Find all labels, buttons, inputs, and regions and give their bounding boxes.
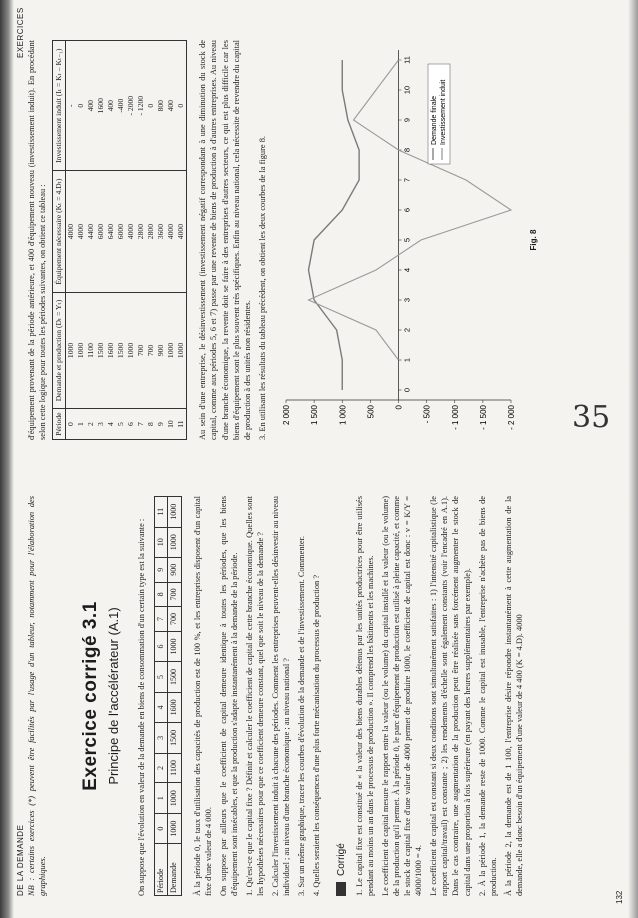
table-cell-period: 3 (154, 723, 168, 753)
x-tick-label: 2 (402, 327, 412, 333)
table-row (166, 41, 176, 440)
figure-caption: Fig. 8 (529, 229, 539, 251)
table-cell-demand: 1000 (168, 527, 182, 557)
table-cell: 4000 (66, 171, 77, 292)
table-cell: -400 (116, 41, 126, 171)
table-cell: - 2000 (126, 41, 136, 171)
exercise-title: Exercice corrigé 3.1 (80, 601, 102, 791)
table-cell: 4000 (176, 171, 187, 292)
scan-edge-top (0, 0, 14, 918)
table-cell: - (66, 41, 77, 171)
table-cell-demand: 1600 (168, 692, 182, 722)
right-intro: d'équipement provenant de la période antérieure, et 400 d'équipement nouveau (investissement induit). En procédant selon cette logique pour toutes les périodes suivantes, on obtient ce tableau : (27, 40, 48, 440)
x-tick-label: 9 (402, 117, 412, 123)
question-para: 1. Qu'est-ce que le capital fixe ? Définir et calculer le coefficient de capital de cette branche économique. Quelles sont les hypothèses nécessaires pour que ce coefficient demeure constant, quel que soit le niveau de la demande ? (244, 496, 266, 896)
table-cell: 1600 (96, 41, 106, 171)
table-cell: 2800 (146, 171, 156, 292)
table-cell-period: 0 (154, 813, 168, 843)
table-cell: 4 (106, 409, 116, 440)
accelerator-table (52, 40, 187, 440)
table-cell: 8 (146, 409, 156, 440)
legend-label: Demande finale (430, 95, 438, 145)
table-header-demand: Demande (168, 844, 182, 896)
col-header-investment: Investissement induit (Iₜ = Kₜ – Kₜ₋₁) (53, 41, 66, 171)
series-line-demand (308, 60, 359, 390)
table-cell-demand: 1100 (168, 753, 182, 783)
table-cell: 6 (126, 409, 136, 440)
table-cell: 700 (146, 292, 156, 408)
y-tick-label: 1 500 (310, 405, 320, 426)
y-tick-label: - 1 000 (450, 405, 460, 430)
table-cell: 10 (166, 409, 176, 440)
table-cell: - 1200 (136, 41, 146, 171)
table-cell: 6000 (116, 171, 126, 292)
page-number-left: 132 (615, 890, 624, 904)
table-cell-period: 1 (154, 783, 168, 813)
table-row (156, 41, 166, 440)
table-cell: 9 (156, 409, 166, 440)
y-tick-label: - 500 (422, 405, 432, 424)
table-cell: 4400 (86, 171, 96, 292)
answer-para: À la période 2, la demande est de 1 100, l'entreprise désire répondre instantanément à cette augmentation de la demande, elle a donc besoin d'un équipement d'une valeur de 4 400 (K = 4.D). 4000 (503, 496, 524, 896)
table-header-period: Période (154, 844, 168, 896)
y-tick-label: 2 000 (281, 405, 291, 426)
table-cell-demand: 1500 (168, 662, 182, 692)
table-row (86, 41, 96, 440)
corrige-label: Corrigé (335, 843, 347, 876)
demand-table (154, 496, 182, 896)
exercise-subtitle: Principe de l'accélérateur (A.1) (106, 607, 122, 785)
table-cell-period: 9 (154, 557, 168, 582)
running-header-left: DE LA DEMANDE (16, 824, 25, 896)
table-cell: 400 (86, 41, 96, 171)
table-cell: 11 (176, 409, 187, 440)
table-cell-demand: 700 (168, 607, 182, 632)
table-cell: 1000 (176, 292, 187, 408)
scan-edge-bottom (628, 0, 638, 918)
table-cell: 1000 (76, 292, 86, 408)
col-header-demand: Demande et production (Dₜ = Yₜ) (53, 292, 66, 408)
y-tick-label: 1 000 (338, 405, 348, 426)
table-cell: 400 (166, 41, 176, 171)
right-column (26, 40, 540, 440)
table-row (76, 41, 86, 440)
table-cell-demand: 1000 (168, 631, 182, 661)
handwritten-mark: 35 (572, 400, 611, 435)
y-tick-label: 0 (394, 405, 404, 410)
answer-para: Le coefficient de capital mesure le rapport entre la valeur (ou le volume) du capital installé et la valeur (ou le volume) de la production qu'il permet. À la période 0, le parc d'équipement de production est utilisé à pleine capacité, et comme le stock de capital fixe d'une valeur de 4000 permet de produire 1000, le coefficient de capital est donc : v = K/Y = 4000/1000 = 4. (380, 496, 424, 896)
table-row (96, 41, 106, 440)
table-cell: 7 (136, 409, 146, 440)
question-para: 4. Quelles seraient les conséquences d'une plus forte mécanisation du processus de production ? (312, 574, 322, 896)
right-text: Au sein d'une entreprise, le désinvestissement (investissement négatif correspondant à une diminution du stock de capital, comme aux périodes 5, 6 et 7) passe par une revente de biens de production à d'autres entreprises. Au niveau d'une branche économique, la revente doit se faire à des entreprises d'autres secteurs, ce qui est plus difficile car les biens d'équipement sont le plus souvent très spécifiques. Enfin au niveau national, cela nécessite de revendre du capital de production à des unités non résidentes. (198, 40, 252, 440)
table-cell: 1 (76, 409, 86, 440)
table-cell: 1000 (166, 292, 176, 408)
answer-para: 1. Le capital fixe est constitué de « la valeur des biens durables détenus par les unités productrices pour être utilisés pendant au moins un an dans le processus de production ». Il comprend les bâtiments et les machines. (354, 496, 375, 896)
table-cell-period: 2 (154, 753, 168, 783)
table-cell: 0 (146, 41, 156, 171)
table-row (126, 41, 136, 440)
x-tick-label: 8 (402, 147, 412, 153)
table-cell: 3 (96, 409, 106, 440)
x-tick-label: 10 (402, 85, 412, 95)
col-header-equipment: Équipement nécessaire (Kₜ = 4.Dₜ) (53, 171, 66, 292)
left-column (26, 496, 529, 896)
table-cell-period: 11 (154, 497, 168, 528)
table-cell: 800 (156, 41, 166, 171)
table-cell-period: 6 (154, 631, 168, 661)
question-para: 3. Sur un même graphique, tracer les courbes d'évolution de la demande et de l'investissement. Commenter. (297, 535, 307, 896)
table-cell: 3600 (156, 171, 166, 292)
table-cell-period: 8 (154, 582, 168, 607)
table-cell: 1500 (116, 292, 126, 408)
table-row (116, 41, 126, 440)
corrige-marker-icon (336, 882, 346, 896)
table-row (106, 41, 116, 440)
table-cell: 0 (176, 41, 187, 171)
corrige-heading (335, 496, 348, 896)
table-cell: 1000 (126, 292, 136, 408)
table-cell-period: 4 (154, 692, 168, 722)
col-header-period: Période (53, 409, 66, 440)
table-row (66, 41, 77, 440)
table-cell: 1100 (86, 292, 96, 408)
table-cell-demand: 1000 (168, 783, 182, 813)
table-cell-demand: 900 (168, 557, 182, 582)
question-para: On suppose par ailleurs que le coefficient de capital demeure identique à toutes les périodes, que les biens d'équipement sont insécables, et que la production s'adapte instantanément à la demande de la période. (218, 496, 239, 896)
table-row (176, 41, 187, 440)
table-cell: 2800 (136, 171, 146, 292)
x-tick-label: 7 (402, 177, 412, 183)
table-row (136, 41, 146, 440)
x-tick-label: 0 (402, 387, 412, 393)
figure-8-chart (276, 40, 526, 440)
answer-para: Le coefficient de capital est constant si deux conditions sont simultanément satisfaites : 1) l'intensité capitalistique (le rapport capital/travail) est constante ; 2) les rendements d'échelle sont également constants (voir l'encadré en A.1). Dans le cas contraire, une augmentation de la production peut être réalisée sans forcément augmenter le stock de capital dans une proportion à fois supérieure (en payant des heures supplémentaires par exemple). (429, 496, 472, 896)
table-cell: 4000 (76, 171, 86, 292)
table-cell: 900 (156, 292, 166, 408)
x-tick-label: 3 (402, 297, 412, 303)
table-cell-demand: 1500 (168, 723, 182, 753)
y-tick-label: - 1 500 (478, 405, 488, 430)
exercise-intro: On suppose que l'évolution en valeur de la demande en biens de consommation d'un certain type est la suivante : (137, 518, 147, 896)
table-cell-period: 10 (154, 527, 168, 557)
table-cell: 6400 (106, 171, 116, 292)
x-tick-label: 1 (402, 357, 412, 363)
table-cell: 4000 (166, 171, 176, 292)
answer-para: 2. À la période 1, la demande reste de 1000. Comme le capital est inusable, l'entreprise n'achète pas de biens de production. (477, 496, 498, 896)
table-cell: 400 (106, 41, 116, 171)
question-para: À la période 0, le taux d'utilisation des capacités de production est de 100 %, et les entreprises disposent d'un capital fixe d'une valeur de 4 000. (192, 496, 213, 896)
x-tick-label: 5 (402, 237, 412, 243)
table-cell-demand: 1000 (168, 497, 182, 528)
table-cell: 4000 (126, 171, 136, 292)
table-cell-demand: 1000 (168, 813, 182, 843)
y-tick-label: - 2 000 (506, 405, 516, 430)
table-cell: 1600 (106, 292, 116, 408)
y-tick-label: 500 (366, 405, 376, 419)
table-row (146, 41, 156, 440)
table-cell: 0 (66, 409, 77, 440)
table-cell: 6000 (96, 171, 106, 292)
x-tick-label: 11 (402, 56, 412, 64)
table-cell-demand: 700 (168, 582, 182, 607)
table-cell: 1500 (96, 292, 106, 408)
table-cell: 700 (136, 292, 146, 408)
table-cell: 1000 (66, 292, 77, 408)
x-tick-label: 6 (402, 207, 412, 213)
running-header-right: EXERCICES (16, 7, 25, 58)
table-cell: 2 (86, 409, 96, 440)
table-cell-period: 5 (154, 662, 168, 692)
table-cell: 0 (76, 41, 86, 171)
nb-note: NB : certains exercices (*) peuvent être facilités par l'usage d'un tableur, notamment pour l'élaboration des graphiques. (27, 496, 48, 896)
table-cell: 5 (116, 409, 126, 440)
legend-label: Investissement induit (439, 79, 447, 145)
table-cell-period: 7 (154, 607, 168, 632)
question-para: 2. Calculer l'investissement induit à chacune des périodes. Comment les entreprises peuvent-elles désinvestir au niveau individuel ; au niveau d'une branche économique ; au niveau national ? (271, 496, 292, 896)
right-question-3: 3. En utilisant les résultats du tableau précédent, on obtient les deux courbes de la figure 8. (257, 136, 267, 440)
x-tick-label: 4 (402, 267, 412, 273)
